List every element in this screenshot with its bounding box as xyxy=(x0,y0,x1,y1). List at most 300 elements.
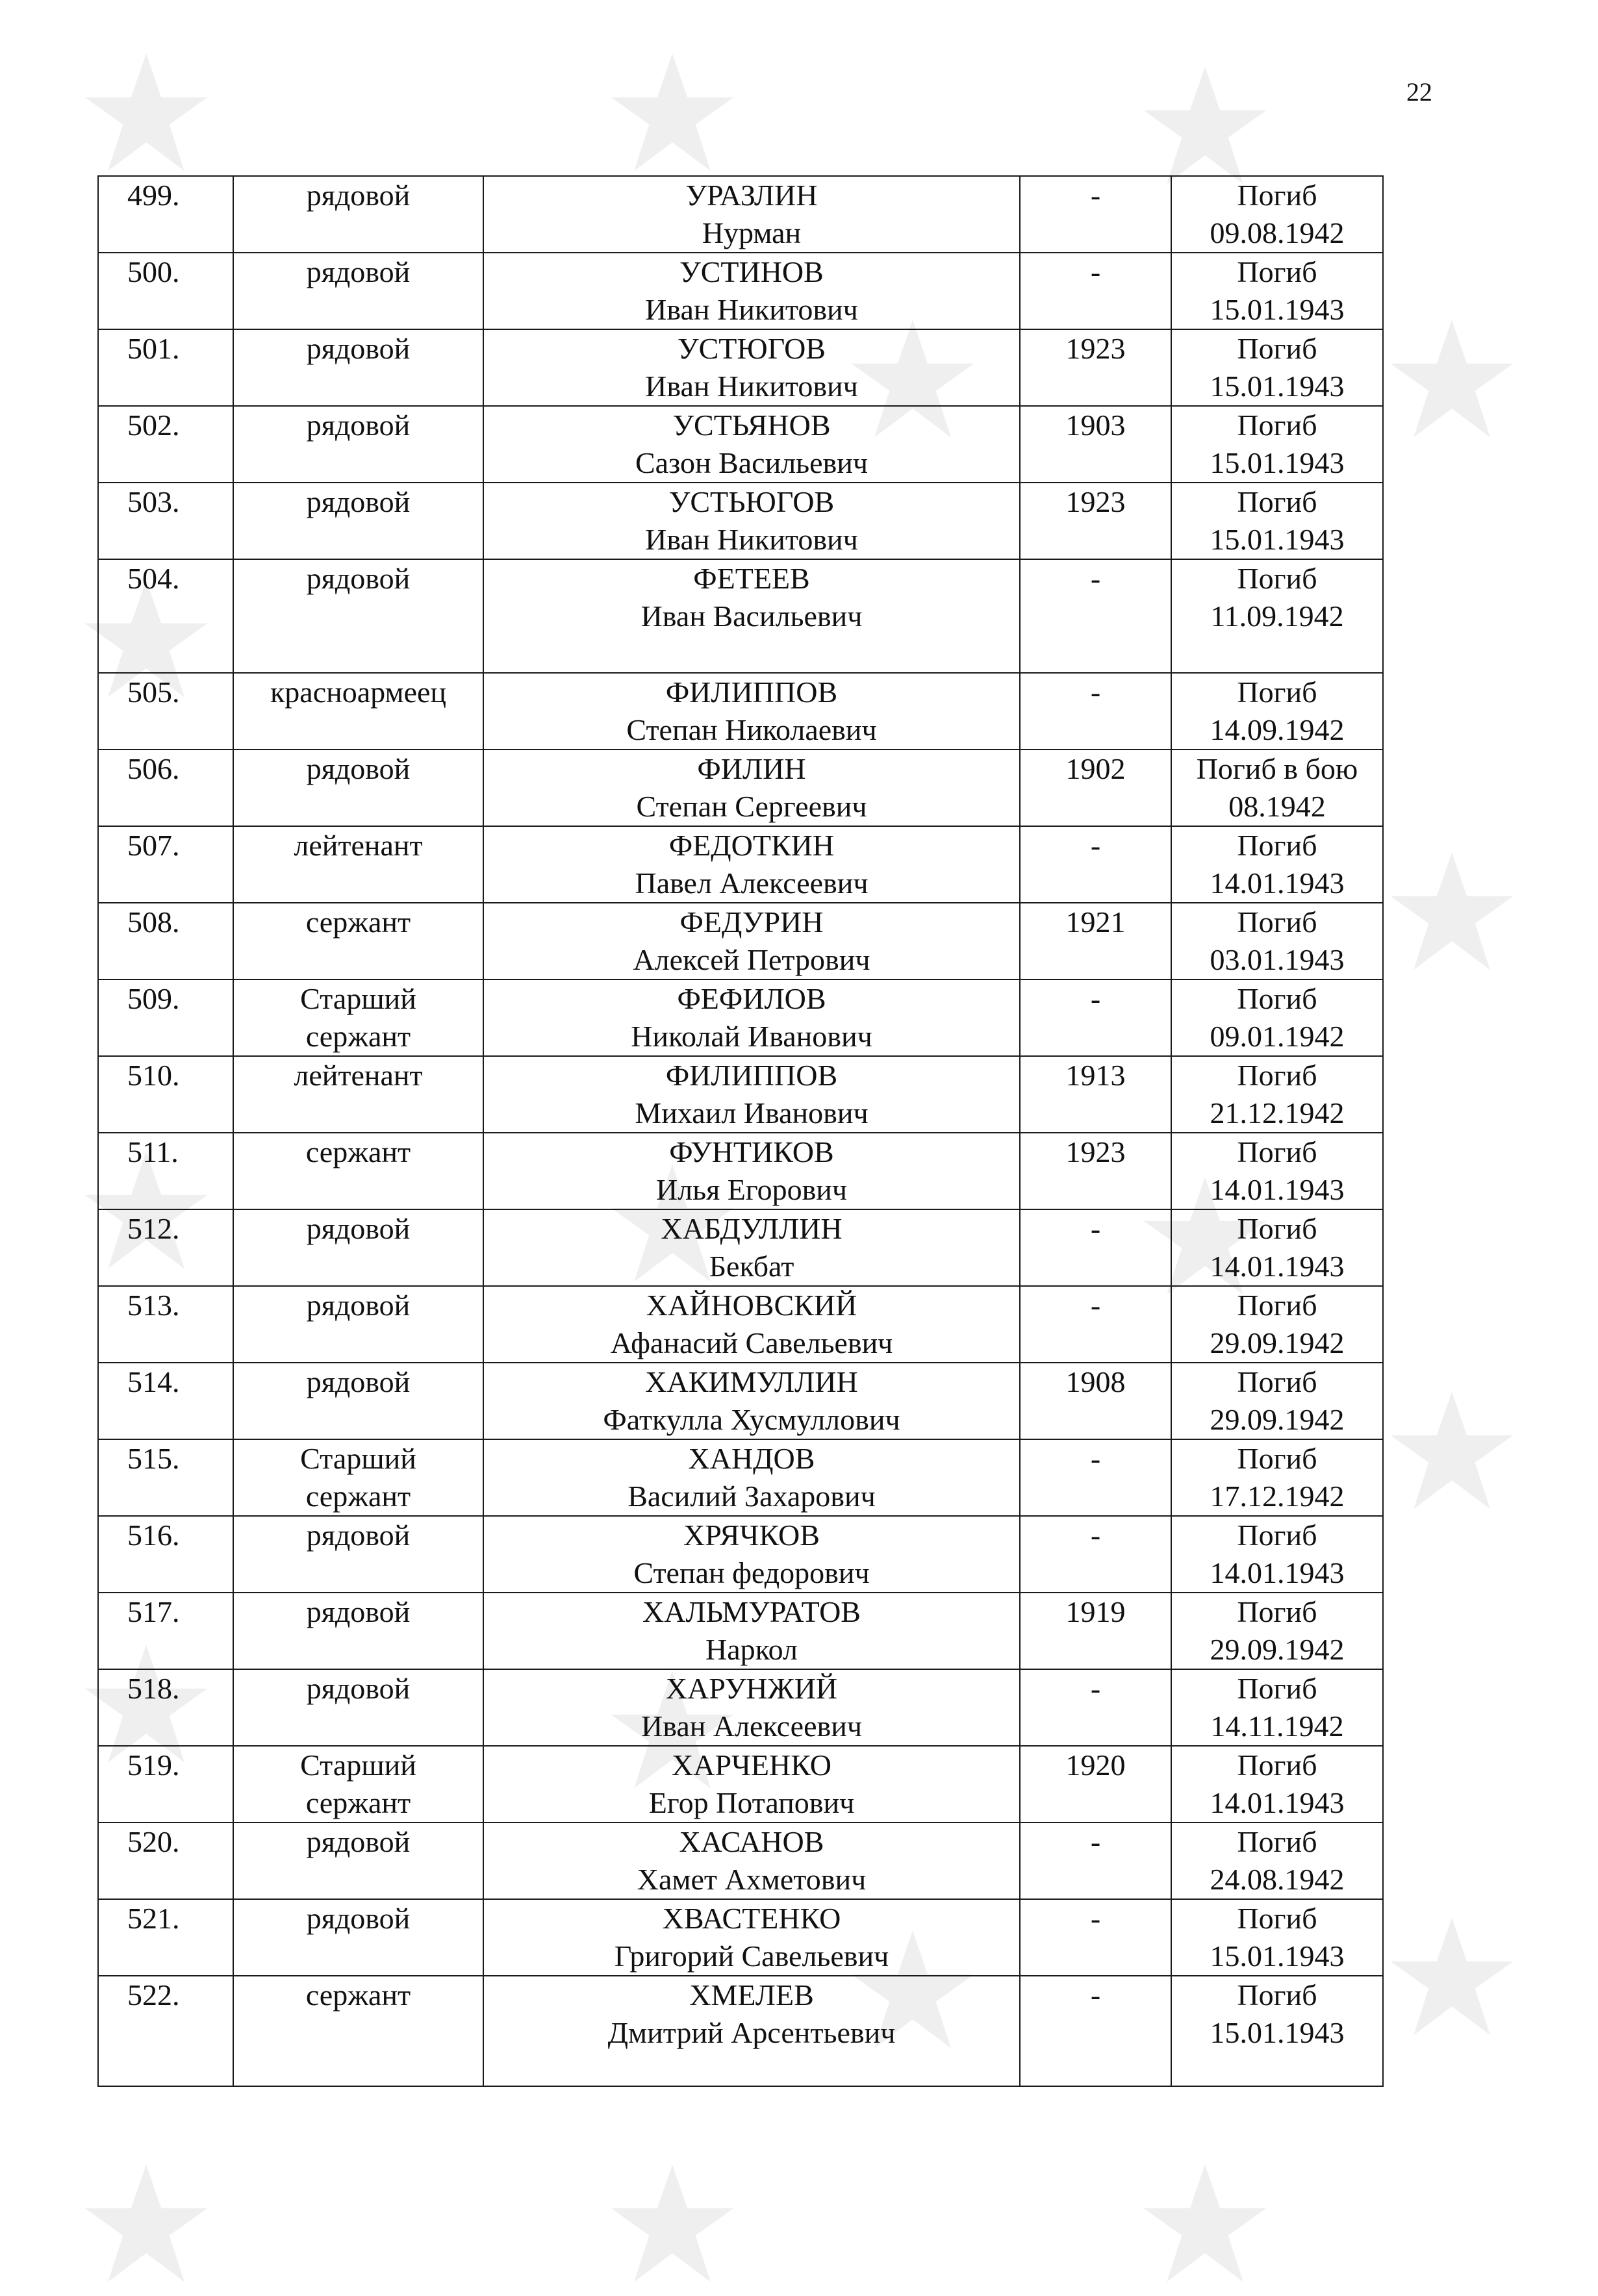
birth-year-cell xyxy=(1020,483,1171,559)
name-cell xyxy=(483,750,1020,826)
rank-line: сержант xyxy=(305,905,411,939)
birth-year: - xyxy=(1090,1978,1101,2012)
fate-line: Погиб xyxy=(1237,1978,1317,2012)
fate-cell xyxy=(1171,979,1383,1056)
rank-line: рядовой xyxy=(306,1672,411,1705)
row-number-cell xyxy=(98,1439,233,1516)
given-names: Иван Алексеевич xyxy=(641,1709,862,1743)
row-number-cell xyxy=(98,559,233,673)
table-row xyxy=(98,826,1383,903)
star-watermark-icon xyxy=(1384,1383,1520,1520)
fate-cell xyxy=(1171,1133,1383,1209)
fate-line: Погиб xyxy=(1237,1748,1317,1782)
rank-cell xyxy=(233,673,483,750)
fate-cell xyxy=(1171,1669,1383,1746)
name-cell xyxy=(483,176,1020,253)
rank-cell xyxy=(233,1976,483,2086)
fate-line: Погиб xyxy=(1237,562,1317,595)
row-number-cell xyxy=(98,176,233,253)
rank-cell xyxy=(233,483,483,559)
row-number: 506. xyxy=(127,752,180,785)
row-number-cell xyxy=(98,1823,233,1899)
rank-cell xyxy=(233,750,483,826)
star-watermark-icon xyxy=(604,45,741,182)
table-row xyxy=(98,1823,1383,1899)
birth-year-cell xyxy=(1020,406,1171,483)
table-row xyxy=(98,406,1383,483)
fate-line: Погиб xyxy=(1237,1672,1317,1705)
fate-cell xyxy=(1171,750,1383,826)
given-names: Бекбат xyxy=(709,1250,794,1283)
rank-cell xyxy=(233,1056,483,1133)
fate-cell xyxy=(1171,1363,1383,1439)
rank-line: рядовой xyxy=(306,1212,411,1245)
row-number-cell xyxy=(98,329,233,406)
fate-line: Погиб xyxy=(1237,1212,1317,1245)
given-names: Дмитрий Арсентьевич xyxy=(607,2016,896,2049)
fate-line: Погиб xyxy=(1237,1135,1317,1168)
row-number-cell xyxy=(98,1209,233,1286)
birth-year: - xyxy=(1090,1519,1101,1552)
table-row xyxy=(98,1209,1383,1286)
fate-line: 29.09.1942 xyxy=(1210,1633,1345,1666)
surname: ХАСАНОВ xyxy=(679,1825,824,1858)
rank-cell xyxy=(233,1899,483,1976)
fate-line: 21.12.1942 xyxy=(1210,1096,1345,1129)
row-number: 516. xyxy=(127,1519,180,1552)
rank-line: красноармеец xyxy=(270,675,447,709)
surname: ФЕФИЛОВ xyxy=(677,982,826,1015)
star-watermark-icon xyxy=(1137,58,1273,195)
row-number: 512. xyxy=(127,1212,180,1245)
given-names: Хамет Ахметович xyxy=(637,1863,867,1896)
table-row xyxy=(98,483,1383,559)
fate-line: Погиб xyxy=(1237,179,1317,212)
birth-year-cell xyxy=(1020,1593,1171,1669)
fate-line: 29.09.1942 xyxy=(1210,1403,1345,1436)
rank-line: рядовой xyxy=(306,1519,411,1552)
row-number: 520. xyxy=(127,1825,180,1858)
name-cell xyxy=(483,1669,1020,1746)
name-cell xyxy=(483,979,1020,1056)
surname: ХАНДОВ xyxy=(688,1442,815,1475)
table-row xyxy=(98,1593,1383,1669)
roster-body xyxy=(98,176,1383,2086)
row-number: 503. xyxy=(127,485,180,518)
fate-line: 15.01.1943 xyxy=(1210,446,1345,479)
surname: ХАКИМУЛЛИН xyxy=(645,1365,858,1398)
rank-cell xyxy=(233,1133,483,1209)
row-number-cell xyxy=(98,826,233,903)
rank-cell xyxy=(233,406,483,483)
birth-year-cell xyxy=(1020,1899,1171,1976)
table-row xyxy=(98,1976,1383,2086)
surname: УСТЬЯНОВ xyxy=(672,409,831,442)
birth-year: - xyxy=(1090,675,1101,709)
fate-line: Погиб xyxy=(1237,332,1317,365)
birth-year-cell xyxy=(1020,979,1171,1056)
fate-line: Погиб xyxy=(1237,485,1317,518)
row-number: 514. xyxy=(127,1365,180,1398)
birth-year-cell xyxy=(1020,1133,1171,1209)
fate-line: 15.01.1943 xyxy=(1210,293,1345,326)
star-watermark-icon xyxy=(1384,844,1520,981)
birth-year-cell xyxy=(1020,1669,1171,1746)
rank-line: сержант xyxy=(305,1480,411,1513)
rank-cell xyxy=(233,979,483,1056)
rank-line: рядовой xyxy=(306,1902,411,1935)
surname: УРАЗЛИН xyxy=(685,179,818,212)
fate-cell xyxy=(1171,176,1383,253)
star-watermark-icon xyxy=(78,2156,214,2293)
rank-line: Старший xyxy=(300,1442,416,1475)
row-number-cell xyxy=(98,979,233,1056)
birth-year: - xyxy=(1090,1212,1101,1245)
table-row xyxy=(98,1516,1383,1593)
given-names: Степан Сергеевич xyxy=(636,790,867,823)
row-number: 502. xyxy=(127,409,180,442)
rank-line: рядовой xyxy=(306,409,411,442)
birth-year: 1923 xyxy=(1065,332,1126,365)
fate-line: 24.08.1942 xyxy=(1210,1863,1345,1896)
given-names: Иван Никитович xyxy=(645,523,858,556)
rank-line: сержант xyxy=(305,1020,411,1053)
surname: ХМЕЛЕВ xyxy=(689,1978,814,2012)
star-watermark-icon xyxy=(1384,312,1520,448)
given-names: Нурман xyxy=(702,216,802,249)
rank-cell xyxy=(233,1286,483,1363)
fate-line: 14.11.1942 xyxy=(1210,1709,1344,1743)
fate-line: 17.12.1942 xyxy=(1210,1480,1345,1513)
name-cell xyxy=(483,329,1020,406)
row-number: 501. xyxy=(127,332,180,365)
birth-year: - xyxy=(1090,1289,1101,1322)
rank-cell xyxy=(233,329,483,406)
fate-cell xyxy=(1171,903,1383,979)
star-watermark-icon xyxy=(1137,2156,1273,2293)
birth-year: 1921 xyxy=(1065,905,1126,939)
birth-year: 1902 xyxy=(1065,752,1126,785)
rank-line: рядовой xyxy=(306,332,411,365)
row-number: 509. xyxy=(127,982,180,1015)
surname: ХАРУНЖИЙ xyxy=(665,1672,838,1705)
name-cell xyxy=(483,1516,1020,1593)
birth-year: 1923 xyxy=(1065,485,1126,518)
name-cell xyxy=(483,1823,1020,1899)
birth-year: - xyxy=(1090,1672,1101,1705)
name-cell xyxy=(483,253,1020,329)
fate-line: Погиб xyxy=(1237,1365,1317,1398)
row-number: 515. xyxy=(127,1442,180,1475)
row-number: 505. xyxy=(127,675,180,709)
fate-line: 15.01.1943 xyxy=(1210,1939,1345,1973)
surname: ХАЙНОВСКИЙ xyxy=(646,1289,857,1322)
fate-cell xyxy=(1171,1823,1383,1899)
birth-year: - xyxy=(1090,829,1101,862)
rank-line: рядовой xyxy=(306,179,411,212)
table-row xyxy=(98,1669,1383,1746)
table-row xyxy=(98,1899,1383,1976)
surname: ХРЯЧКОВ xyxy=(683,1519,820,1552)
given-names: Наркол xyxy=(705,1633,798,1666)
name-cell xyxy=(483,1746,1020,1823)
fate-line: Погиб в бою xyxy=(1196,752,1358,785)
fate-line: Погиб xyxy=(1237,255,1317,288)
rank-line: рядовой xyxy=(306,1825,411,1858)
table-row xyxy=(98,903,1383,979)
rank-line: рядовой xyxy=(306,1289,411,1322)
rank-cell xyxy=(233,903,483,979)
rank-cell xyxy=(233,253,483,329)
given-names: Егор Потапович xyxy=(648,1786,855,1819)
rank-line: Старший xyxy=(300,1748,416,1782)
birth-year: - xyxy=(1090,255,1101,288)
fate-line: 09.01.1942 xyxy=(1210,1020,1345,1053)
given-names: Павел Алексеевич xyxy=(635,866,869,900)
row-number-cell xyxy=(98,1976,233,2086)
surname: ФУНТИКОВ xyxy=(669,1135,834,1168)
row-number-cell xyxy=(98,673,233,750)
table-row xyxy=(98,253,1383,329)
fate-cell xyxy=(1171,406,1383,483)
row-number-cell xyxy=(98,1746,233,1823)
row-number: 518. xyxy=(127,1672,180,1705)
birth-year-cell xyxy=(1020,1056,1171,1133)
table-row xyxy=(98,1133,1383,1209)
row-number-cell xyxy=(98,750,233,826)
birth-year-cell xyxy=(1020,1976,1171,2086)
row-number-cell xyxy=(98,1133,233,1209)
birth-year: - xyxy=(1090,1825,1101,1858)
row-number-cell xyxy=(98,1516,233,1593)
table-row xyxy=(98,750,1383,826)
star-watermark-icon xyxy=(604,2156,741,2293)
fate-cell xyxy=(1171,1746,1383,1823)
table-row xyxy=(98,1746,1383,1823)
birth-year: - xyxy=(1090,1442,1101,1475)
row-number: 510. xyxy=(127,1059,180,1092)
fate-cell xyxy=(1171,1899,1383,1976)
name-cell xyxy=(483,673,1020,750)
fate-line: Погиб xyxy=(1237,1825,1317,1858)
rank-line: рядовой xyxy=(306,752,411,785)
row-number: 499. xyxy=(127,179,180,212)
surname: ФЕДУРИН xyxy=(679,905,824,939)
fate-line: 03.01.1943 xyxy=(1210,943,1345,976)
given-names: Алексей Петрович xyxy=(633,943,870,976)
given-names: Илья Егорович xyxy=(655,1173,848,1206)
birth-year-cell xyxy=(1020,1823,1171,1899)
name-cell xyxy=(483,1286,1020,1363)
surname: ФИЛИППОВ xyxy=(665,1059,838,1092)
name-cell xyxy=(483,826,1020,903)
rank-line: рядовой xyxy=(306,1595,411,1628)
birth-year-cell xyxy=(1020,1209,1171,1286)
fate-line: 29.09.1942 xyxy=(1210,1326,1345,1359)
surname: ХАЛЬМУРАТОВ xyxy=(642,1595,861,1628)
surname: ФИЛИППОВ xyxy=(665,675,838,709)
row-number: 508. xyxy=(127,905,180,939)
fate-cell xyxy=(1171,826,1383,903)
rank-line: рядовой xyxy=(306,485,411,518)
fate-cell xyxy=(1171,483,1383,559)
rank-line: сержант xyxy=(305,1786,411,1819)
fate-cell xyxy=(1171,1516,1383,1593)
birth-year: 1903 xyxy=(1065,409,1126,442)
fate-line: 14.01.1943 xyxy=(1210,1556,1345,1589)
rank-line: сержант xyxy=(305,1135,411,1168)
birth-year: 1920 xyxy=(1065,1748,1126,1782)
row-number: 500. xyxy=(127,255,180,288)
table-row xyxy=(98,1439,1383,1516)
row-number-cell xyxy=(98,903,233,979)
given-names: Иван Васильевич xyxy=(640,599,863,633)
fate-line: Погиб xyxy=(1237,1519,1317,1552)
roster-table xyxy=(97,175,1384,2087)
name-cell xyxy=(483,1056,1020,1133)
fate-line: Погиб xyxy=(1237,1289,1317,1322)
row-number-cell xyxy=(98,406,233,483)
birth-year-cell xyxy=(1020,1439,1171,1516)
rank-cell xyxy=(233,176,483,253)
given-names: Афанасий Савельевич xyxy=(610,1326,893,1359)
birth-year-cell xyxy=(1020,1516,1171,1593)
fate-line: Погиб xyxy=(1237,409,1317,442)
rank-cell xyxy=(233,1823,483,1899)
row-number: 513. xyxy=(127,1289,180,1322)
surname: УСТЮГОВ xyxy=(678,332,826,365)
rank-cell xyxy=(233,559,483,673)
table-row xyxy=(98,559,1383,673)
name-cell xyxy=(483,1899,1020,1976)
row-number: 522. xyxy=(127,1978,180,2012)
row-number-cell xyxy=(98,1593,233,1669)
birth-year-cell xyxy=(1020,826,1171,903)
fate-line: 08.1942 xyxy=(1228,790,1326,823)
given-names: Василий Захарович xyxy=(628,1480,876,1513)
fate-line: 14.01.1943 xyxy=(1210,1786,1345,1819)
birth-year-cell xyxy=(1020,673,1171,750)
name-cell xyxy=(483,1209,1020,1286)
row-number: 511. xyxy=(127,1135,179,1168)
rank-cell xyxy=(233,1746,483,1823)
surname: УСТИНОВ xyxy=(679,255,824,288)
fate-line: 15.01.1943 xyxy=(1210,523,1345,556)
rank-cell xyxy=(233,1593,483,1669)
fate-cell xyxy=(1171,1593,1383,1669)
given-names: Степан федорович xyxy=(633,1556,870,1589)
birth-year-cell xyxy=(1020,1363,1171,1439)
rank-line: Старший xyxy=(300,982,416,1015)
fate-line: Погиб xyxy=(1237,1059,1317,1092)
surname: ФЕТЕЕВ xyxy=(693,562,810,595)
surname: ХВАСТЕНКО xyxy=(662,1902,841,1935)
rank-cell xyxy=(233,1516,483,1593)
name-cell xyxy=(483,483,1020,559)
star-watermark-icon xyxy=(78,45,214,182)
row-number: 519. xyxy=(127,1748,180,1782)
fate-cell xyxy=(1171,253,1383,329)
surname: ФИЛИН xyxy=(697,752,806,785)
rank-line: рядовой xyxy=(306,255,411,288)
fate-line: Погиб xyxy=(1237,1595,1317,1628)
row-number: 521. xyxy=(127,1902,180,1935)
rank-cell xyxy=(233,826,483,903)
rank-cell xyxy=(233,1439,483,1516)
surname: ФЕДОТКИН xyxy=(668,829,835,862)
fate-line: 14.01.1943 xyxy=(1210,866,1345,900)
page-number: 22 xyxy=(1406,77,1432,107)
row-number-cell xyxy=(98,1669,233,1746)
birth-year-cell xyxy=(1020,1286,1171,1363)
row-number: 504. xyxy=(127,562,180,595)
given-names: Григорий Савельевич xyxy=(614,1939,889,1973)
fate-line: 14.09.1942 xyxy=(1210,713,1345,746)
fate-line: Погиб xyxy=(1237,829,1317,862)
rank-line: лейтенант xyxy=(294,829,423,862)
row-number: 517. xyxy=(127,1595,180,1628)
name-cell xyxy=(483,1593,1020,1669)
fate-line: 14.01.1943 xyxy=(1210,1250,1345,1283)
birth-year: - xyxy=(1090,982,1101,1015)
table-row xyxy=(98,673,1383,750)
birth-year-cell xyxy=(1020,329,1171,406)
given-names: Иван Никитович xyxy=(645,293,858,326)
birth-year-cell xyxy=(1020,1746,1171,1823)
birth-year-cell xyxy=(1020,559,1171,673)
fate-line: 11.09.1942 xyxy=(1210,599,1344,633)
name-cell xyxy=(483,406,1020,483)
rank-cell xyxy=(233,1669,483,1746)
name-cell xyxy=(483,903,1020,979)
fate-cell xyxy=(1171,329,1383,406)
fate-cell xyxy=(1171,1439,1383,1516)
fate-line: 15.01.1943 xyxy=(1210,2016,1345,2049)
rank-cell xyxy=(233,1363,483,1439)
given-names: Сазон Васильевич xyxy=(635,446,869,479)
star-watermark-icon xyxy=(1384,1910,1520,2046)
birth-year: - xyxy=(1090,1902,1101,1935)
given-names: Михаил Иванович xyxy=(635,1096,869,1129)
name-cell xyxy=(483,1439,1020,1516)
birth-year: 1913 xyxy=(1065,1059,1126,1092)
fate-line: 14.01.1943 xyxy=(1210,1173,1345,1206)
birth-year-cell xyxy=(1020,176,1171,253)
row-number-cell xyxy=(98,1899,233,1976)
birth-year-cell xyxy=(1020,750,1171,826)
birth-year: 1919 xyxy=(1065,1595,1126,1628)
row-number: 507. xyxy=(127,829,180,862)
fate-line: 15.01.1943 xyxy=(1210,370,1345,403)
table-row xyxy=(98,1056,1383,1133)
birth-year: 1923 xyxy=(1065,1135,1126,1168)
fate-line: Погиб xyxy=(1237,1902,1317,1935)
row-number-cell xyxy=(98,1056,233,1133)
fate-cell xyxy=(1171,1976,1383,2086)
birth-year: - xyxy=(1090,179,1101,212)
fate-line: Погиб xyxy=(1237,675,1317,709)
given-names: Николай Иванович xyxy=(631,1020,872,1053)
name-cell xyxy=(483,1133,1020,1209)
fate-cell xyxy=(1171,1209,1383,1286)
birth-year: 1908 xyxy=(1065,1365,1126,1398)
given-names: Степан Николаевич xyxy=(626,713,877,746)
rank-line: рядовой xyxy=(306,1365,411,1398)
table-row xyxy=(98,1363,1383,1439)
row-number-cell xyxy=(98,1286,233,1363)
fate-line: 09.08.1942 xyxy=(1210,216,1345,249)
surname: УСТЬЮГОВ xyxy=(668,485,835,518)
